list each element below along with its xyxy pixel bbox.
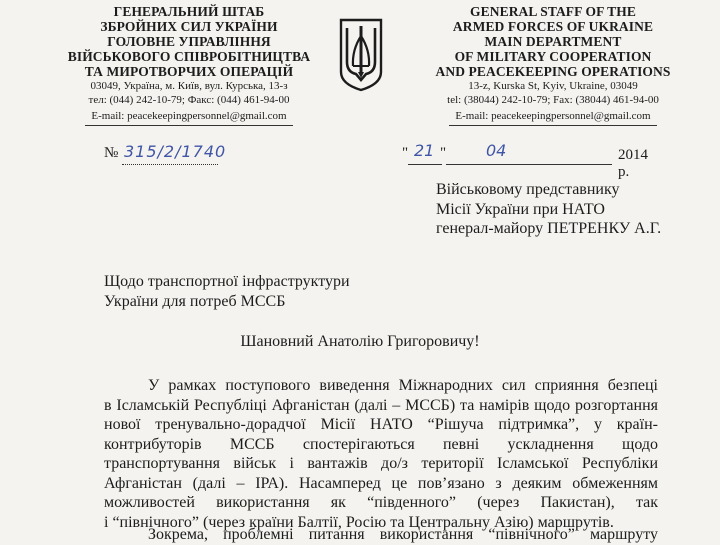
letterhead-line: ЗБРОЙНИХ СИЛ УКРАЇНИ [100, 19, 278, 34]
body-paragraph [104, 376, 658, 532]
letterhead-line: ГОЛОВНЕ УПРАВЛІННЯ [107, 34, 271, 49]
letterhead-line: AND PEACEKEEPING OPERATIONS [435, 64, 671, 79]
salutation: Шановний Анатолію Григоровичу! [240, 333, 480, 350]
month-underline [446, 164, 612, 165]
subject-line: України для потреб МССБ [104, 292, 286, 310]
letterhead-address: 03049, Україна, м. Київ, вул. Курська, 13-з [90, 80, 288, 92]
handwritten-number: 315/2/1740 [124, 142, 227, 161]
trident-icon [336, 14, 386, 94]
body-line: в Ісламській Республіці Афганістан (далі – МССБ) та намірів щодо розгортання [104, 396, 658, 414]
date-close-quote: " [440, 145, 447, 161]
addressee-block [436, 180, 661, 239]
subject-line: Щодо транспортної інфраструктури [104, 273, 350, 290]
letter-date [400, 141, 660, 180]
number-sign: № [104, 145, 119, 161]
letterhead-english [400, 4, 706, 126]
letterhead-phone: тел: (044) 242-10-79; Факс: (044) 461-94-00 [88, 94, 290, 106]
body-line: контрибуторів МССБ спостерігаються певні ускладнення щодо [104, 435, 658, 453]
date-year: 2014 р. [618, 147, 648, 180]
day-underline [408, 164, 442, 165]
addressee-line: Місії України при НАТО [436, 200, 605, 218]
handwritten-day: 21 [414, 141, 435, 160]
letterhead-ukrainian [60, 4, 318, 126]
letterhead-line: ARMED FORCES OF UKRAINE [452, 19, 654, 34]
letterhead-line: ТА МИРОТВОРЧИХ ОПЕРАЦІЙ [84, 64, 294, 79]
addressee-line: генерал-майору ПЕТРЕНКУ А.Г. [436, 220, 662, 237]
addressee-line: Військовому представнику [436, 181, 620, 198]
letterhead-line: GENERAL STAFF OF THE [470, 4, 636, 19]
date-open-quote: " [402, 145, 409, 161]
letterhead-line: ГЕНЕРАЛЬНИЙ ШТАБ [113, 4, 265, 19]
subject-block [104, 272, 350, 311]
body-line: транспортування військ і вантажів до/з території Ісламської Республіки [104, 455, 658, 472]
body-line: можливостей використання як “південного” (через Пакистан), так [104, 494, 658, 511]
letterhead-phone: tel: (38044) 242-10-79; Fax: (38044) 461-94-00 [447, 94, 659, 106]
letterhead-address: 13-z, Kurska St, Kyiv, Ukraine, 03049 [468, 80, 638, 92]
body-line: і “північного” (через країни Балтії, Росію та Центральну Азію) маршрутів. [104, 513, 614, 531]
body-line: нової тренувально-дорадчої Місії НАТО “Рішуча підтримка”, у країн- [104, 416, 658, 433]
letterhead-line: MAIN DEPARTMENT [484, 34, 622, 49]
body-line: Афганістан (далі – ІРА). Насамперед це пов’язано з деяким обмеженням [104, 474, 658, 492]
letterhead-email: E-mail: peacekeepingpersonnel@gmail.com [85, 109, 292, 126]
handwritten-month: 04 [486, 141, 507, 160]
letterhead-email: E-mail: peacekeepingpersonnel@gmail.com [449, 109, 656, 126]
letterhead-line: OF MILITARY COOPERATION [454, 49, 652, 64]
reference-number [104, 142, 227, 165]
letterhead-line: ВІЙСЬКОВОГО СПІВРОБІТНИЦТВА [67, 49, 311, 64]
body-line: У рамках поступового виведення Міжнародних сил сприяння безпеці [148, 377, 658, 394]
body-paragraph-2: Зокрема, проблемні питання використання “північного” маршруту [148, 526, 658, 543]
number-underline [122, 164, 218, 165]
